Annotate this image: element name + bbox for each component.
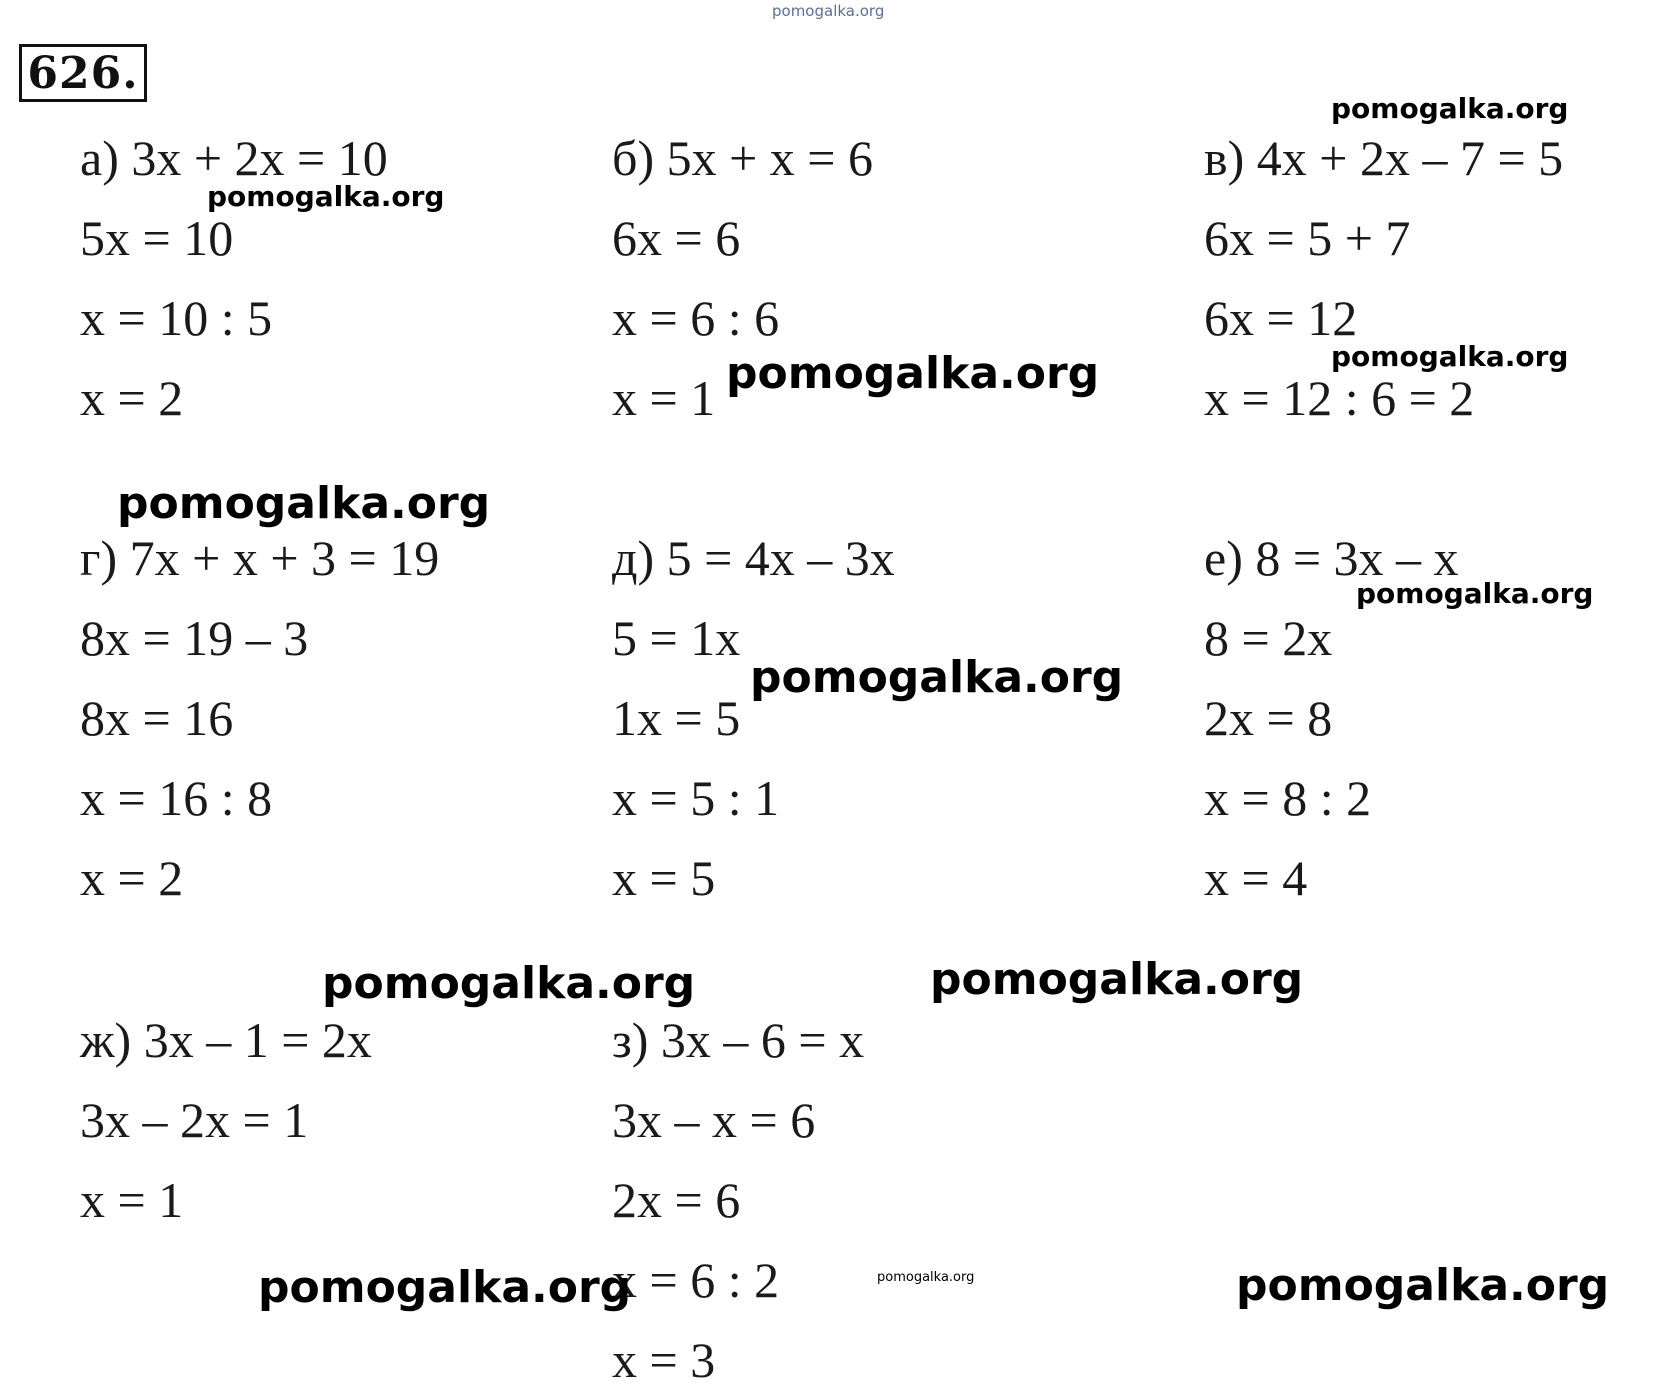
problem-h-line-1: з) 3х – 6 = х: [612, 1012, 865, 1068]
problem-a-line-1: а) 3х + 2х = 10: [80, 130, 388, 186]
problem-f-line-3: 2х = 8: [1204, 690, 1333, 746]
problem-e-line-4: х = 5 : 1: [612, 770, 780, 826]
watermark: pomogalka.org: [1356, 577, 1594, 610]
watermark: pomogalka.org: [117, 478, 491, 529]
problem-b-line-4: х = 1: [612, 370, 716, 426]
problem-number: 626.: [19, 44, 147, 102]
problem-a-line-4: х = 2: [80, 370, 184, 426]
problem-d-line-4: х = 16 : 8: [80, 770, 273, 826]
problem-e-line-5: х = 5: [612, 850, 716, 906]
problem-f-line-5: х = 4: [1204, 850, 1308, 906]
watermark: pomogalka.org: [322, 958, 696, 1009]
problem-f-line-1: е) 8 = 3х – х: [1204, 530, 1459, 586]
problem-d-line-2: 8х = 19 – 3: [80, 610, 309, 666]
problem-b-line-3: х = 6 : 6: [612, 290, 780, 346]
problem-c-line-2: 6х = 5 + 7: [1204, 210, 1411, 266]
problem-h-line-2: 3х – х = 6: [612, 1092, 816, 1148]
problem-a-line-2: 5х = 10: [80, 210, 234, 266]
problem-g-line-2: 3х – 2х = 1: [80, 1092, 309, 1148]
watermark-top: pomogalka.org: [772, 2, 885, 20]
watermark: pomogalka.org: [207, 180, 445, 213]
problem-g-line-3: х = 1: [80, 1172, 184, 1228]
problem-f-line-2: 8 = 2х: [1204, 610, 1333, 666]
problem-e-line-3: 1х = 5: [612, 690, 741, 746]
watermark: pomogalka.org: [726, 348, 1100, 399]
problem-g-line-1: ж) 3х – 1 = 2х: [80, 1012, 372, 1068]
problem-d-line-3: 8х = 16: [80, 690, 234, 746]
problem-h-line-3: 2х = 6: [612, 1172, 741, 1228]
problem-c-line-4: х = 12 : 6 = 2: [1204, 370, 1475, 426]
problem-e-line-2: 5 = 1х: [612, 610, 741, 666]
watermark: pomogalka.org: [258, 1262, 632, 1313]
problem-h-line-5: х = 3: [612, 1332, 716, 1388]
problem-h-line-4: х = 6 : 2: [612, 1252, 780, 1308]
watermark: pomogalka.org: [1236, 1260, 1610, 1311]
watermark: pomogalka.org: [1331, 340, 1569, 373]
problem-e-line-1: д) 5 = 4х – 3х: [612, 530, 895, 586]
watermark: pomogalka.org: [750, 652, 1124, 703]
watermark: pomogalka.org: [930, 954, 1304, 1005]
problem-d-line-5: х = 2: [80, 850, 184, 906]
problem-f-line-4: х = 8 : 2: [1204, 770, 1372, 826]
problem-c-line-1: в) 4х + 2х – 7 = 5: [1204, 130, 1564, 186]
problem-b-line-1: б) 5х + х = 6: [612, 130, 873, 186]
watermark: pomogalka.org: [1331, 92, 1569, 125]
problem-c-line-3: 6х = 12: [1204, 290, 1358, 346]
watermark: pomogalka.org: [877, 1270, 975, 1285]
problem-a-line-3: х = 10 : 5: [80, 290, 273, 346]
problem-b-line-2: 6х = 6: [612, 210, 741, 266]
problem-d-line-1: г) 7х + х + 3 = 19: [80, 530, 440, 586]
